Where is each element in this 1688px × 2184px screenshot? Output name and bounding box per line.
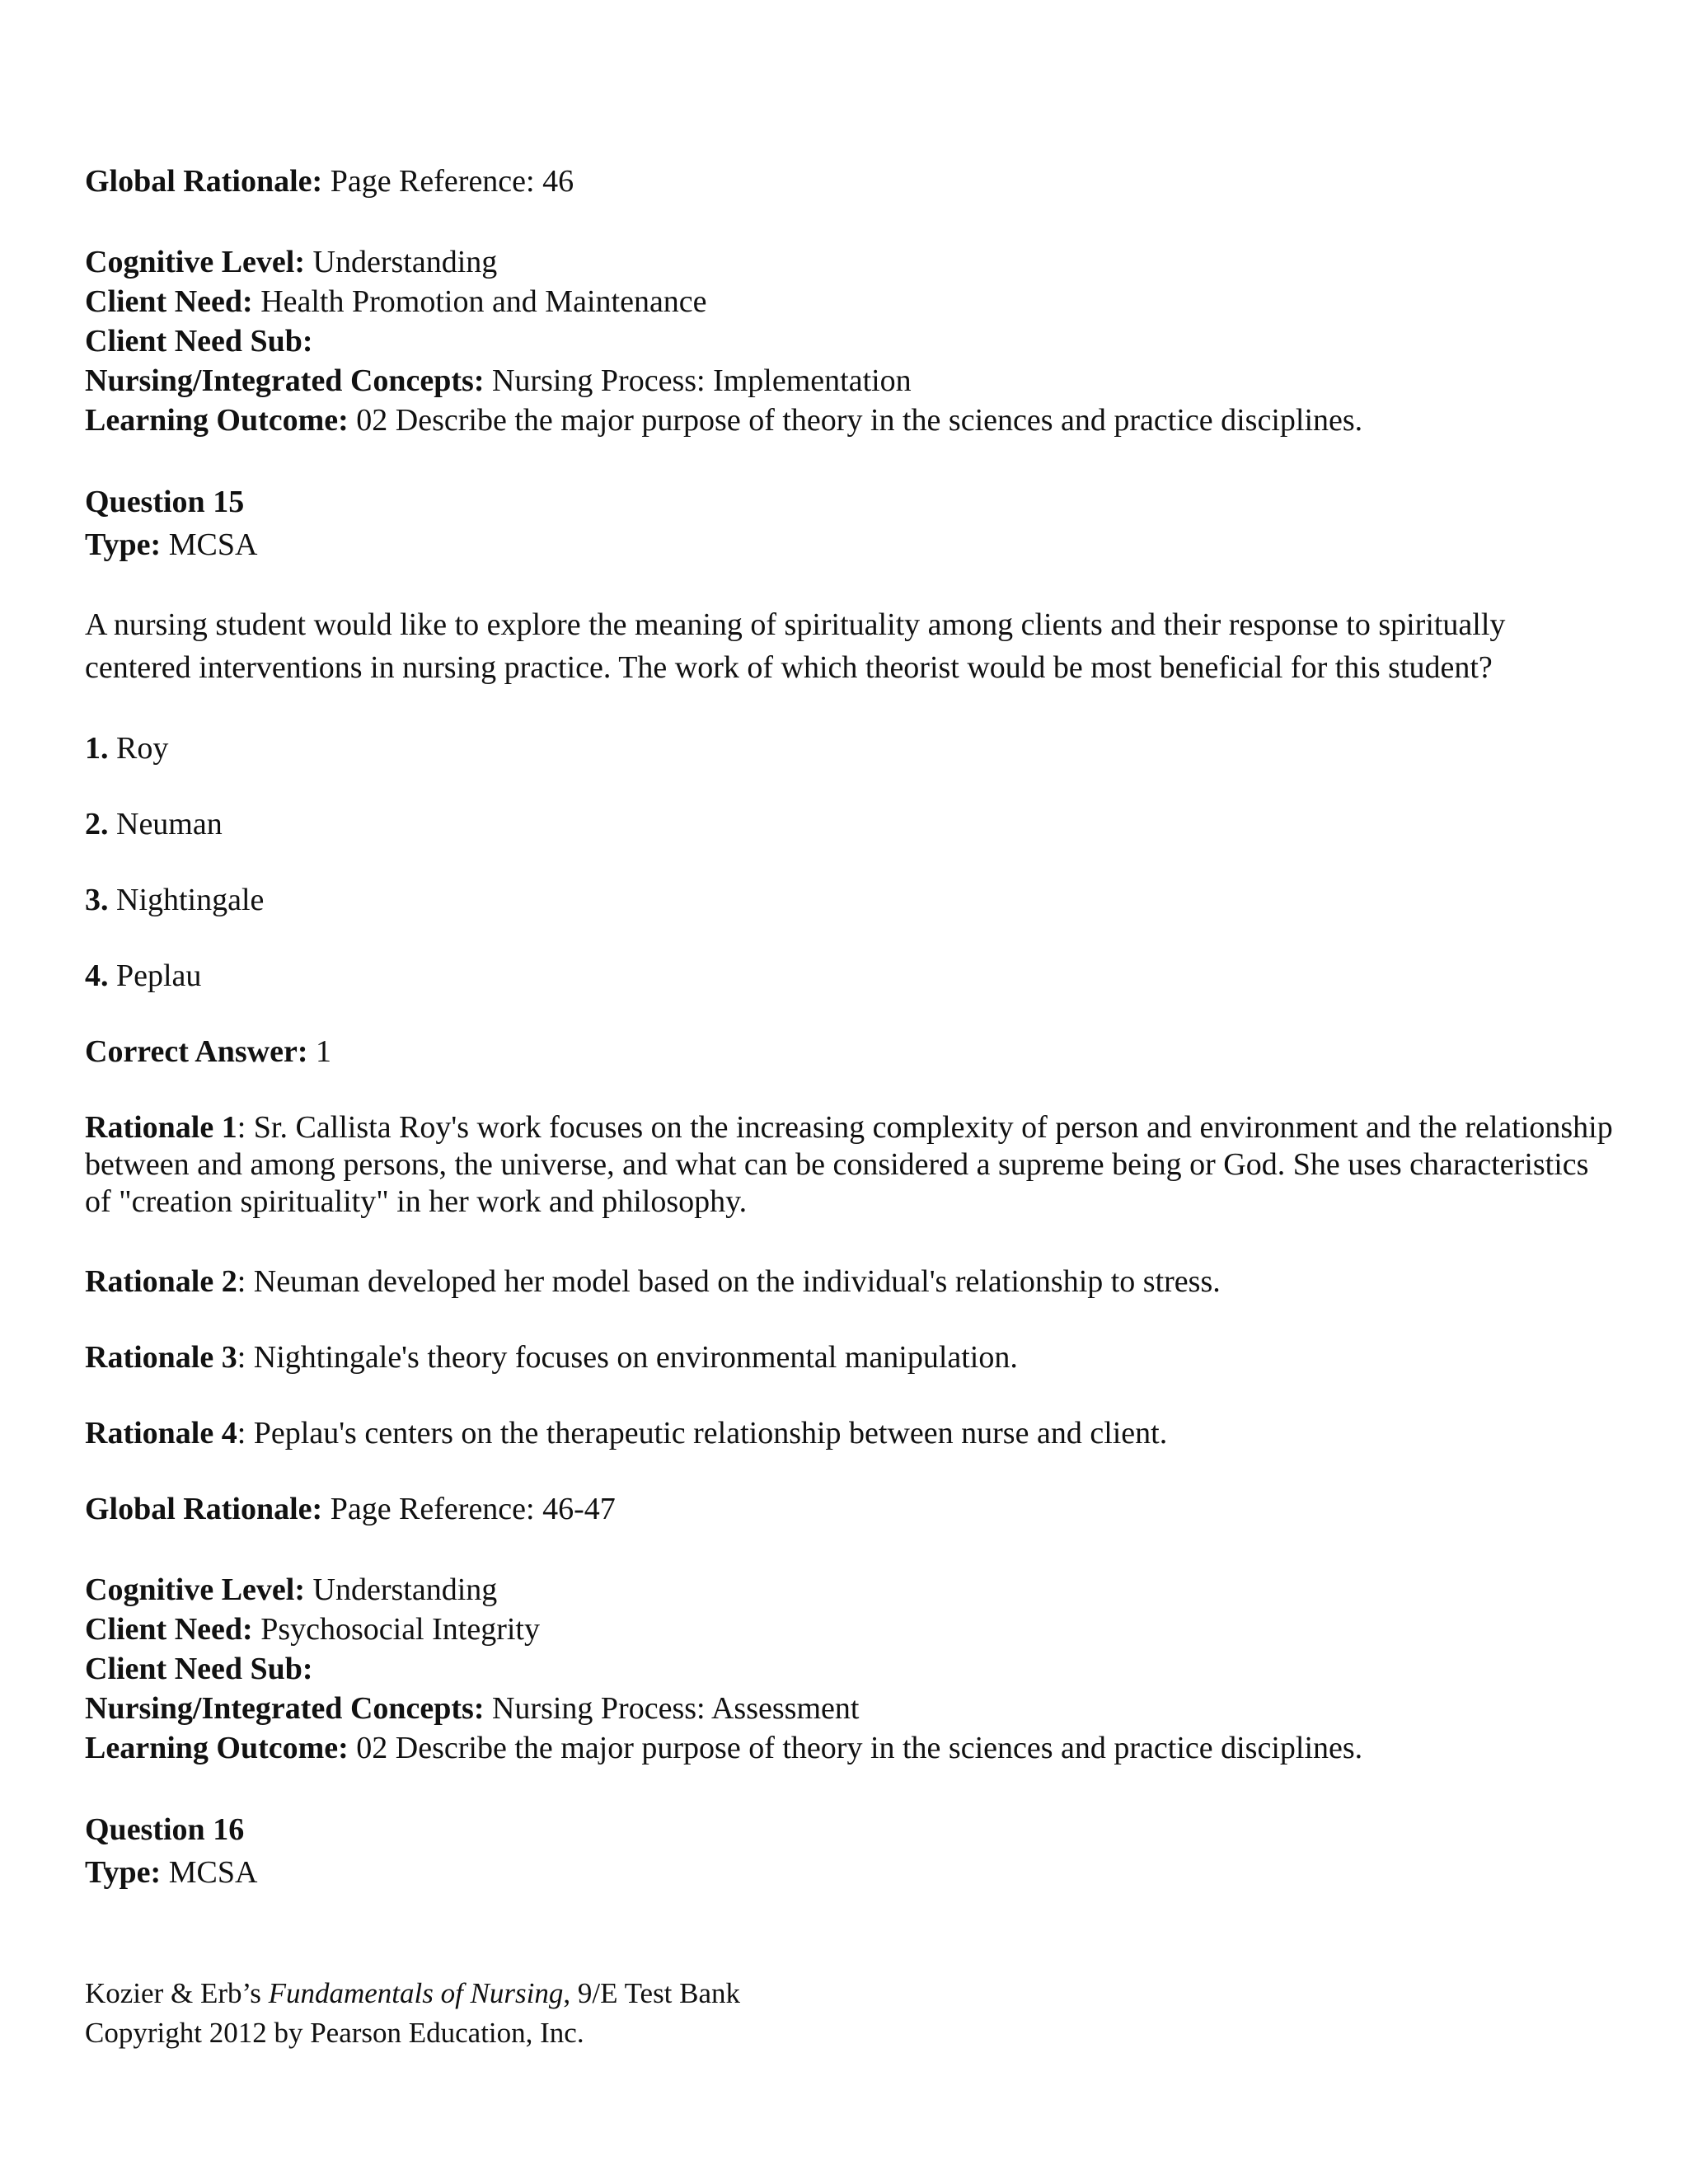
footer-authors: Kozier & Erb’s [85, 1977, 269, 2009]
cognitive-level-label: Cognitive Level: [85, 1572, 306, 1607]
option-2 [85, 804, 1618, 844]
question-heading: Question 15 [85, 485, 245, 519]
concepts-value: Nursing Process: Implementation [484, 363, 912, 398]
footer-book-title: Fundamentals of Nursing [268, 1977, 564, 2009]
option-text: Neuman [108, 807, 223, 841]
global-rationale [85, 1489, 1618, 1529]
global-rationale-label: Global Rationale: [85, 164, 323, 199]
global-rationale-value: Page Reference: 46 [322, 164, 574, 199]
question-16-header [85, 1810, 1618, 1892]
rationale-label: Rationale 4 [85, 1416, 237, 1451]
type-label: Type: [85, 1855, 162, 1890]
rationale-text: : Peplau's centers on the therapeutic relationship between nurse and client. [237, 1416, 1168, 1451]
client-need-value: Health Promotion and Maintenance [252, 284, 707, 319]
client-need-value: Psychosocial Integrity [252, 1612, 540, 1647]
learning-outcome-label: Learning Outcome: [85, 403, 349, 438]
option-number: 3. [85, 883, 109, 917]
rationale-3 [85, 1338, 1618, 1377]
correct-answer [85, 1032, 1618, 1071]
cognitive-level-value: Understanding [305, 1572, 498, 1607]
rationale-text: : Sr. Callista Roy's work focuses on the increasing complexity of person and environment and the relationship between and among persons, the universe, and what can be considered a supreme being or God. She uses characteristics of "creation spirituality" in her work and philosophy. [85, 1110, 1613, 1219]
correct-answer-value: 1 [307, 1034, 331, 1069]
rationale-text: : Nightingale's theory focuses on environmental manipulation. [237, 1340, 1018, 1375]
option-text: Roy [108, 731, 169, 766]
type-value: MCSA [161, 1855, 258, 1890]
option-number: 1. [85, 731, 109, 766]
option-text: Nightingale [108, 883, 265, 917]
rationale-text: : Neuman developed her model based on the individual's relationship to stress. [237, 1264, 1221, 1299]
cognitive-level-label: Cognitive Level: [85, 245, 306, 279]
rationale-label: Rationale 2 [85, 1264, 237, 1299]
global-rationale-value: Page Reference: 46-47 [322, 1492, 616, 1526]
option-text: Peplau [108, 958, 202, 993]
prev-global-rationale [85, 162, 1618, 201]
option-4 [85, 956, 1618, 996]
global-rationale-label: Global Rationale: [85, 1492, 323, 1526]
learning-outcome-value: 02 Describe the major purpose of theory in the sciences and practice disciplines. [348, 403, 1363, 438]
question-stem: A nursing student would like to explore the meaning of spirituality among clients and their response to spiritually centered interventions in nursing practice. The work of which theorist would be most beneficial for this student? [85, 607, 1506, 685]
client-need-sub-label: Client Need Sub: [85, 324, 313, 359]
type-value: MCSA [161, 527, 258, 562]
question-heading: Question 16 [85, 1812, 245, 1847]
learning-outcome-label: Learning Outcome: [85, 1731, 349, 1765]
correct-answer-label: Correct Answer: [85, 1034, 308, 1069]
option-number: 4. [85, 958, 109, 993]
question-15-meta [85, 1570, 1618, 1768]
footer-copyright: Copyright 2012 by Pearson Education, Inc. [85, 2017, 584, 2049]
concepts-value: Nursing Process: Assessment [484, 1691, 860, 1726]
cognitive-level-value: Understanding [305, 245, 498, 279]
prev-meta-block [85, 242, 1618, 440]
concepts-label: Nursing/Integrated Concepts: [85, 1691, 485, 1726]
footer-edition: , 9/E Test Bank [563, 1977, 741, 2009]
learning-outcome-value: 02 Describe the major purpose of theory in the sciences and practice disciplines. [348, 1731, 1363, 1765]
rationale-1 [85, 1109, 1618, 1221]
rationale-4 [85, 1413, 1618, 1453]
client-need-sub-label: Client Need Sub: [85, 1652, 313, 1686]
option-number: 2. [85, 807, 109, 841]
option-1 [85, 729, 1618, 768]
concepts-label: Nursing/Integrated Concepts: [85, 363, 485, 398]
rationale-2 [85, 1262, 1618, 1301]
rationale-label: Rationale 1 [85, 1110, 237, 1145]
client-need-label: Client Need: [85, 1612, 253, 1647]
question-15-header [85, 482, 1618, 565]
rationale-label: Rationale 3 [85, 1340, 237, 1375]
option-3 [85, 880, 1618, 920]
type-label: Type: [85, 527, 162, 562]
question-15-stem [85, 603, 1618, 689]
page-footer [85, 1974, 740, 2053]
client-need-label: Client Need: [85, 284, 253, 319]
